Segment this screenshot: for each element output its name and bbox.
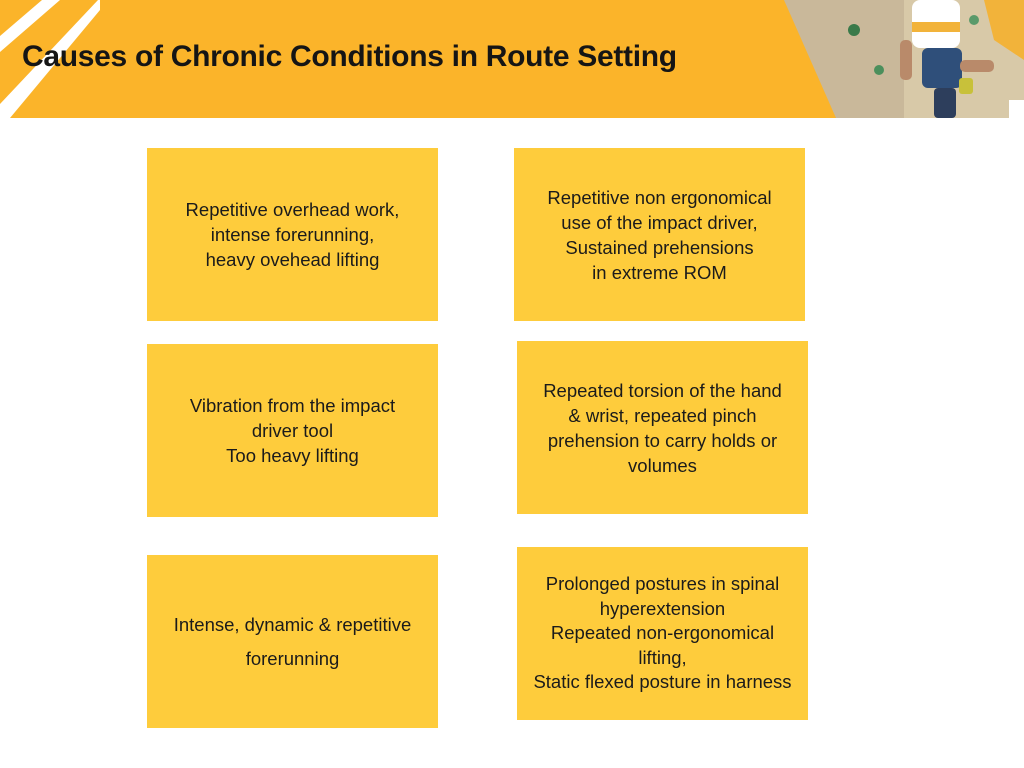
card-text: Repetitive non ergonomical use of the impact driver, Sustained prehensions in extreme ROM bbox=[547, 186, 772, 283]
header-banner bbox=[0, 0, 1024, 118]
page-title: Causes of Chronic Conditions in Route Setting bbox=[22, 40, 677, 73]
card-text: Prolonged postures in spinal hyperextension Repeated non-ergonomical lifting, Static flexed posture in harness bbox=[533, 573, 792, 693]
cause-card-vibration bbox=[147, 344, 438, 517]
cause-card-hand-wrist-torsion bbox=[517, 341, 808, 514]
card-text: Intense, dynamic & repetitive forerunning bbox=[173, 613, 412, 669]
cause-card-overhead-work bbox=[147, 148, 438, 321]
card-text: Repeated torsion of the hand & wrist, repeated pinch prehension to carry holds or volumes bbox=[543, 379, 782, 476]
climber-photo bbox=[784, 0, 1024, 118]
card-text: Repetitive overhead work, intense forerunning, heavy ovehead lifting bbox=[185, 199, 400, 270]
cause-card-impact-driver-use bbox=[514, 148, 805, 321]
cause-card-spinal-postures bbox=[517, 547, 808, 720]
card-text: Vibration from the impact driver tool Too heavy lifting bbox=[189, 395, 396, 466]
cause-card-forerunning bbox=[147, 555, 438, 728]
